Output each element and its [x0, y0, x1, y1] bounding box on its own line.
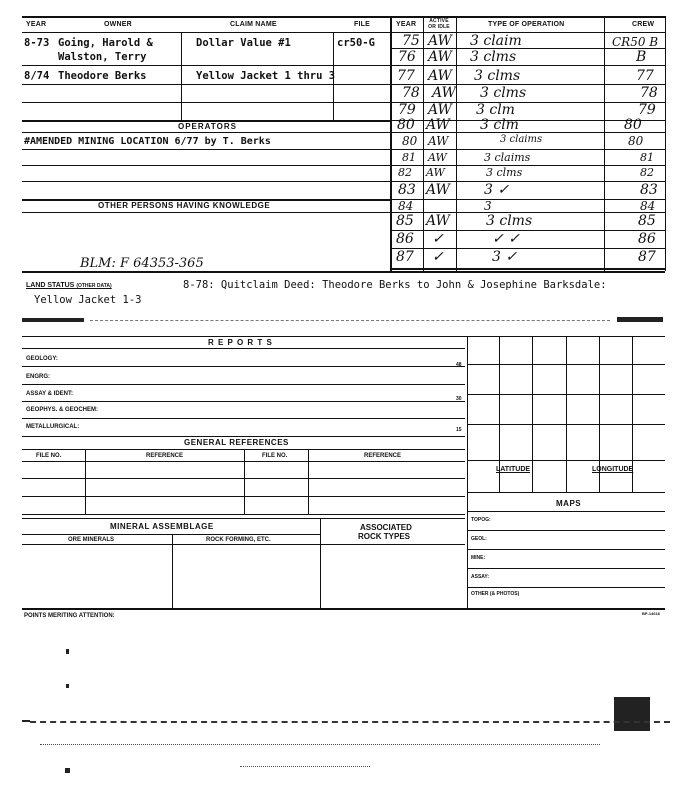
associated-label: ASSOCIATED	[360, 523, 412, 532]
latitude-label: LATITUDE	[496, 466, 531, 473]
land-status-text: 8-78: Quitclaim Deed: Theodore Berks to John & Josephine Barksdale:	[183, 279, 607, 291]
land-status-title: LAND STATUS	[26, 282, 75, 289]
activity-year: 77	[397, 68, 415, 84]
activity-operation: 3 clms	[486, 213, 533, 229]
rock-types-label: ROCK TYPES	[358, 532, 411, 541]
activity-operation: 3 claim	[470, 33, 522, 49]
activity-crew: 77	[636, 68, 654, 84]
activity-year: 85	[396, 213, 414, 229]
mineral-assemblage-title: MINERAL ASSEMBLAGE	[110, 522, 214, 531]
activity-crew: 81	[640, 151, 654, 164]
ref-header-file-no-2: FILE NO.	[262, 453, 288, 459]
activity-crew: 84	[640, 199, 656, 213]
report-num-15: 15	[456, 427, 462, 433]
activity-status: ✓	[432, 231, 444, 247]
reports-title: R E P O R T S	[208, 338, 273, 347]
activity-year: 79	[398, 102, 416, 118]
map-label-assay: ASSAY:	[471, 574, 490, 580]
other-persons-title: OTHER PERSONS HAVING KNOWLEDGE	[98, 201, 271, 210]
report-label-engrg: ENGRG:	[26, 374, 50, 380]
rock-forming-label: ROCK FORMING, ETC.	[206, 537, 271, 543]
activity-year: 75	[402, 33, 420, 49]
activity-crew: 78	[640, 85, 658, 101]
activity-year: 80	[397, 117, 415, 133]
land-status-sublabel: (OTHER DATA)	[76, 283, 112, 289]
header-active-idle: ACTIVE OR IDLE	[428, 18, 450, 30]
activity-year: 82	[398, 166, 412, 179]
activity-crew: 83	[640, 182, 658, 198]
maps-title: MAPS	[556, 499, 582, 508]
activity-operation: 3 clms	[480, 85, 527, 101]
activity-year: 78	[402, 85, 420, 101]
activity-operation: ✓ ✓	[492, 231, 520, 247]
header-file: FILE	[354, 21, 370, 28]
activity-operation: 3	[484, 199, 492, 213]
owner-row-owner: Going, Harold &	[58, 37, 153, 49]
header-year-2: YEAR	[396, 21, 417, 28]
points-meriting-attention-label: POINTS MERITING ATTENTION:	[24, 613, 115, 619]
activity-crew: 82	[640, 166, 654, 179]
activity-crew: 80	[628, 134, 644, 148]
activity-status: AW	[426, 166, 445, 179]
owner-row-year: 8-73	[24, 37, 50, 49]
ref-header-file-no: FILE NO.	[36, 453, 62, 459]
owner-row-owner: Theodore Berks	[58, 70, 147, 82]
ref-header-reference-2: REFERENCE	[364, 453, 402, 459]
activity-status: AW	[428, 49, 452, 65]
activity-crew: 79	[638, 102, 656, 118]
map-label-geol: GEOL:	[471, 536, 487, 542]
operators-title: OPERATORS	[178, 122, 237, 131]
map-label-mine: MINE:	[471, 555, 486, 561]
activity-crew: 87	[638, 249, 656, 265]
activity-status: AW	[432, 85, 456, 101]
land-status-text-2: Yellow Jacket 1-3	[34, 294, 142, 306]
activity-year: 87	[396, 249, 414, 265]
activity-operation: 3 ✓	[492, 249, 518, 265]
land-status-label	[26, 282, 112, 289]
map-label-topog: TOPOG:	[471, 517, 491, 523]
operators-note: #AMENDED MINING LOCATION 6/77 by T. Berks	[24, 136, 271, 147]
owner-row-file: cr50-G	[337, 37, 375, 49]
report-label-metallurgical: METALLURGICAL:	[26, 424, 80, 430]
activity-status: ✓	[432, 249, 444, 265]
activity-operation: 3 claims	[484, 151, 531, 164]
owner-row-claim: Yellow Jacket 1 thru 3	[196, 70, 336, 82]
activity-crew: B	[636, 49, 647, 65]
activity-status: AW	[426, 117, 450, 133]
activity-status: AW	[428, 33, 452, 49]
activity-crew: 85	[638, 213, 656, 229]
header-owner: OWNER	[104, 21, 132, 28]
activity-crew: CR50 B	[612, 35, 659, 49]
bm-note: BLM: F 64353-365	[80, 256, 204, 271]
owner-row-owner: Walston, Terry	[58, 51, 147, 63]
activity-operation: 3 clm	[476, 102, 515, 118]
activity-year: 81	[402, 151, 416, 164]
header-claim-name: CLAIM NAME	[230, 21, 277, 28]
general-references-title: GENERAL REFERENCES	[184, 438, 289, 447]
longitude-label: LONGITUDE	[592, 466, 634, 473]
activity-status: AW	[428, 134, 449, 148]
activity-operation: 3 clms	[470, 49, 517, 65]
activity-crew: 80	[624, 117, 642, 133]
owner-row-year: 8/74	[24, 70, 50, 82]
header-type-of-operation: TYPE OF OPERATION	[488, 21, 565, 28]
activity-year: 86	[396, 231, 414, 247]
report-num-48: 48	[456, 362, 462, 368]
header-crew: CREW	[632, 21, 655, 28]
activity-operation: 3 clms	[474, 68, 521, 84]
activity-year: 84	[398, 199, 414, 213]
report-label-geology: GEOLOGY:	[26, 356, 58, 362]
activity-crew: 86	[638, 231, 656, 247]
activity-status: AW	[428, 151, 447, 164]
activity-operation: 3 clms	[486, 166, 523, 179]
activity-operation: 3 clm	[480, 117, 519, 133]
activity-year: 80	[402, 134, 418, 148]
activity-operation: 3 claims	[500, 134, 543, 145]
activity-status: AW	[428, 68, 452, 84]
header-year: YEAR	[26, 21, 47, 28]
owner-row-claim: Dollar Value #1	[196, 37, 291, 49]
report-num-30: 30	[456, 396, 462, 402]
activity-year: 76	[398, 49, 416, 65]
ore-minerals-label: ORE MINERALS	[68, 537, 115, 543]
report-label-assay: ASSAY & IDENT:	[26, 391, 74, 397]
activity-status: AW	[426, 213, 450, 229]
ref-header-reference: REFERENCE	[146, 453, 184, 459]
activity-operation: 3 ✓	[484, 182, 510, 198]
form-code: BP-14616	[642, 611, 661, 616]
activity-status: AW	[428, 102, 452, 118]
activity-year: 83	[398, 182, 416, 198]
activity-status: AW	[426, 182, 450, 198]
report-label-geophys: GEOPHYS. & GEOCHEM:	[26, 407, 99, 413]
map-label-other: OTHER (& PHOTOS)	[471, 591, 520, 597]
